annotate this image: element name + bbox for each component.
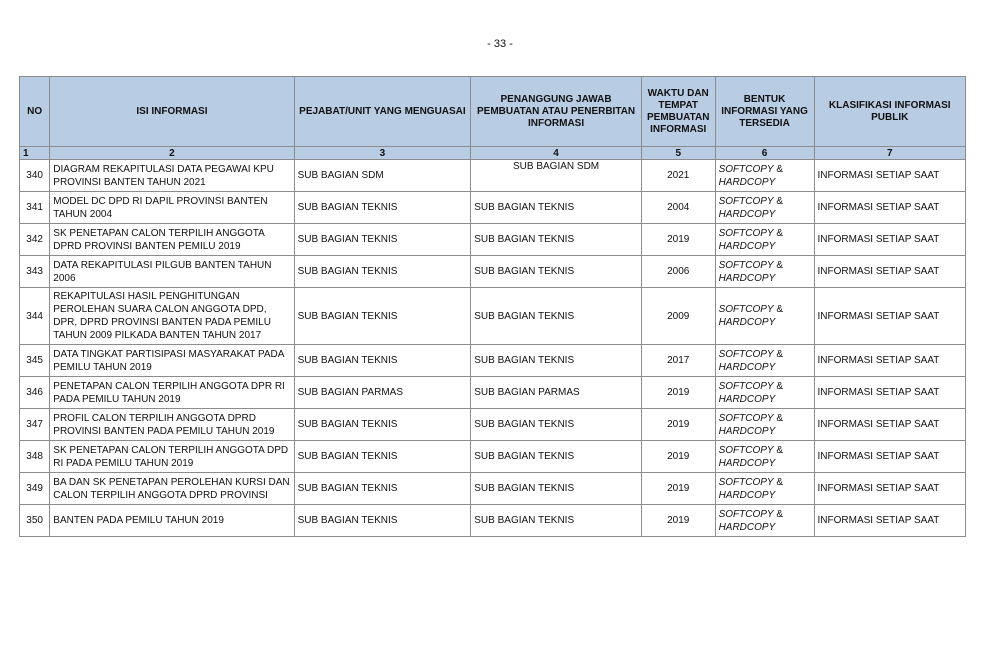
bentuk-cell [715,256,814,288]
pejabat-cell: SUB BAGIAN PARMAS [294,377,471,409]
isi-informasi-line: PEMILU TAHUN 2019 [53,361,152,373]
isi-informasi-cell [50,441,294,473]
hardcopy-label: HARDCOPY [718,489,776,501]
row-number: 349 [20,473,50,505]
isi-informasi-line: REKAPITULASI HASIL PENGHITUNGAN [53,291,240,302]
isi-informasi-line: PENETAPAN CALON TERPILIH ANGGOTA DPR RI [53,380,285,392]
bentuk-cell [715,377,814,409]
column-number: 4 [471,147,642,160]
column-number: 6 [715,147,814,160]
hardcopy-label: HARDCOPY [718,272,776,284]
row-number: 350 [20,505,50,537]
isi-informasi-line: TAHUN 2004 [53,208,113,220]
header-no: NO [20,77,50,147]
isi-informasi-line: DIAGRAM REKAPITULASI DATA PEGAWAI KPU [53,163,274,175]
row-number: 344 [20,288,50,345]
ampersand: & [773,304,784,315]
penanggung-jawab-cell: SUB BAGIAN TEKNIS [471,224,642,256]
table-row [20,288,966,345]
klasifikasi-cell: INFORMASI SETIAP SAAT [814,288,966,345]
softcopy-label: SOFTCOPY [718,476,774,488]
hardcopy-label: HARDCOPY [718,361,776,373]
hardcopy-label: HARDCOPY [718,393,776,405]
table-row [20,377,966,409]
bentuk-cell [715,224,814,256]
penanggung-jawab-cell: SUB BAGIAN TEKNIS [471,441,642,473]
hardcopy-label: HARDCOPY [718,176,776,188]
isi-informasi-line: SK PENETAPAN CALON TERPILIH ANGGOTA DPD [53,444,289,456]
header-isi-informasi: ISI INFORMASI [50,77,294,147]
isi-informasi-line: DATA REKAPITULASI PILGUB BANTEN TAHUN [53,259,272,271]
table-row [20,473,966,505]
row-number: 340 [20,160,50,192]
penanggung-jawab-cell: SUB BAGIAN TEKNIS [471,192,642,224]
pejabat-cell: SUB BAGIAN TEKNIS [294,224,471,256]
waktu-cell: 2004 [641,192,715,224]
row-number: 341 [20,192,50,224]
isi-informasi-cell [50,224,294,256]
bentuk-cell [715,473,814,505]
table-row [20,441,966,473]
bentuk-cell [715,288,814,345]
ampersand: & [773,444,784,456]
isi-informasi-line: BANTEN PADA PEMILU TAHUN 2019 [53,515,224,526]
column-number: 3 [294,147,471,160]
klasifikasi-cell: INFORMASI SETIAP SAAT [814,409,966,441]
isi-informasi-cell [50,473,294,505]
row-number: 348 [20,441,50,473]
table-row [20,192,966,224]
ampersand: & [773,227,784,239]
penanggung-jawab-cell: SUB BAGIAN PARMAS [471,377,642,409]
header-waktu: WAKTU DAN TEMPAT PEMBUATAN INFORMASI [641,77,715,147]
isi-informasi-line: CALON TERPILIH ANGGOTA DPRD PROVINSI [53,489,268,501]
isi-informasi-line: PADA PEMILU TAHUN 2019 [53,393,181,405]
row-number: 345 [20,345,50,377]
softcopy-label: SOFTCOPY [718,163,774,175]
softcopy-label: SOFTCOPY [718,195,774,207]
column-number: 5 [641,147,715,160]
ampersand: & [773,348,784,360]
table-row [20,256,966,288]
bentuk-cell [715,409,814,441]
bentuk-cell [715,505,814,537]
ampersand: & [773,259,784,271]
waktu-cell: 2019 [641,441,715,473]
isi-informasi-line: DPR, DPRD PROVINSI BANTEN PADA PEMILU [53,317,271,328]
softcopy-label: SOFTCOPY [718,444,774,456]
row-number: 343 [20,256,50,288]
isi-informasi-line: PROFIL CALON TERPILIH ANGGOTA DPRD [53,412,256,424]
row-number: 346 [20,377,50,409]
column-number: 2 [50,147,294,160]
pejabat-cell: SUB BAGIAN TEKNIS [294,473,471,505]
waktu-cell: 2019 [641,224,715,256]
penanggung-jawab-cell: SUB BAGIAN TEKNIS [471,473,642,505]
pejabat-cell: SUB BAGIAN TEKNIS [294,505,471,537]
penanggung-jawab-cell: SUB BAGIAN TEKNIS [471,345,642,377]
information-register-table [19,76,966,537]
pejabat-cell: SUB BAGIAN TEKNIS [294,409,471,441]
hardcopy-label: HARDCOPY [718,457,776,469]
softcopy-label: SOFTCOPY [718,259,774,271]
isi-informasi-line: RI PADA PEMILU TAHUN 2019 [53,457,194,469]
softcopy-label: SOFTCOPY [718,380,774,392]
row-number: 347 [20,409,50,441]
header-klasifikasi: KLASIFIKASI INFORMASI PUBLIK [814,77,966,147]
isi-informasi-line: PEROLEHAN SUARA CALON ANGGOTA DPD, [53,304,267,315]
penanggung-jawab-cell: SUB BAGIAN SDM [471,160,642,192]
penanggung-jawab-cell: SUB BAGIAN TEKNIS [471,288,642,345]
waktu-cell: 2019 [641,409,715,441]
header-penanggung-jawab: PENANGGUNG JAWAB PEMBUATAN ATAU PENERBITAN INFORMASI [471,77,642,147]
klasifikasi-cell: INFORMASI SETIAP SAAT [814,473,966,505]
ampersand: & [773,476,784,488]
isi-informasi-line: TAHUN 2009 PILKADA BANTEN TAHUN 2017 [53,330,262,341]
pejabat-cell: SUB BAGIAN TEKNIS [294,192,471,224]
ampersand: & [773,195,784,207]
hardcopy-label: HARDCOPY [718,208,776,220]
bentuk-cell [715,441,814,473]
isi-informasi-line: DPRD PROVINSI BANTEN PEMILU 2019 [53,240,241,252]
ampersand: & [773,380,784,392]
klasifikasi-cell: INFORMASI SETIAP SAAT [814,192,966,224]
isi-informasi-cell [50,505,294,537]
pejabat-cell: SUB BAGIAN TEKNIS [294,288,471,345]
hardcopy-label: HARDCOPY [718,521,776,533]
waktu-cell: 2017 [641,345,715,377]
table-row [20,345,966,377]
waktu-cell: 2009 [641,288,715,345]
table-row [20,505,966,537]
hardcopy-label: HARDCOPY [718,240,776,252]
isi-informasi-cell [50,377,294,409]
softcopy-label: SOFTCOPY [718,412,774,424]
isi-informasi-line: DATA TINGKAT PARTISIPASI MASYARAKAT PADA [53,348,285,360]
hardcopy-label: HARDCOPY [718,317,776,328]
column-number: 1 [20,147,50,160]
ampersand: & [773,412,784,424]
softcopy-label: SOFTCOPY [718,227,774,239]
klasifikasi-cell: INFORMASI SETIAP SAAT [814,256,966,288]
isi-informasi-cell [50,256,294,288]
bentuk-cell [715,192,814,224]
column-number-row [20,147,966,160]
softcopy-label: SOFTCOPY [718,508,774,520]
klasifikasi-cell: INFORMASI SETIAP SAAT [814,345,966,377]
row-number: 342 [20,224,50,256]
bentuk-cell [715,160,814,192]
isi-informasi-line: PROVINSI BANTEN PADA PEMILU TAHUN 2019 [53,425,275,437]
waktu-cell: 2019 [641,377,715,409]
ampersand: & [773,163,784,175]
header-pejabat: PEJABAT/UNIT YANG MENGUASAI [294,77,471,147]
waktu-cell: 2019 [641,473,715,505]
penanggung-jawab-cell: SUB BAGIAN TEKNIS [471,505,642,537]
klasifikasi-cell: INFORMASI SETIAP SAAT [814,441,966,473]
column-number: 7 [814,147,966,160]
klasifikasi-cell: INFORMASI SETIAP SAAT [814,505,966,537]
pejabat-cell: SUB BAGIAN TEKNIS [294,345,471,377]
header-bentuk: BENTUK INFORMASI YANG TERSEDIA [715,77,814,147]
isi-informasi-line: SK PENETAPAN CALON TERPILIH ANGGOTA [53,227,265,239]
page-number: - 33 - [487,38,513,50]
isi-informasi-cell [50,288,294,345]
waktu-cell: 2021 [641,160,715,192]
isi-informasi-cell [50,192,294,224]
softcopy-label: SOFTCOPY [718,304,774,315]
isi-informasi-line: 2006 [53,272,76,284]
isi-informasi-line: PROVINSI BANTEN TAHUN 2021 [53,176,206,188]
isi-informasi-cell [50,160,294,192]
pejabat-cell: SUB BAGIAN TEKNIS [294,256,471,288]
hardcopy-label: HARDCOPY [718,425,776,437]
table-row [20,409,966,441]
waktu-cell: 2019 [641,505,715,537]
isi-informasi-line: BA DAN SK PENETAPAN PEROLEHAN KURSI DAN [53,476,290,488]
pejabat-cell: SUB BAGIAN SDM [294,160,471,192]
isi-informasi-cell [50,345,294,377]
penanggung-jawab-cell: SUB BAGIAN TEKNIS [471,256,642,288]
header-row [20,77,966,147]
table-row [20,160,966,192]
isi-informasi-line: MODEL DC DPD RI DAPIL PROVINSI BANTEN [53,195,268,207]
table-row [20,224,966,256]
klasifikasi-cell: INFORMASI SETIAP SAAT [814,224,966,256]
softcopy-label: SOFTCOPY [718,348,774,360]
penanggung-jawab-cell: SUB BAGIAN TEKNIS [471,409,642,441]
waktu-cell: 2006 [641,256,715,288]
isi-informasi-cell [50,409,294,441]
klasifikasi-cell: INFORMASI SETIAP SAAT [814,377,966,409]
ampersand: & [773,508,784,520]
bentuk-cell [715,345,814,377]
pejabat-cell: SUB BAGIAN TEKNIS [294,441,471,473]
klasifikasi-cell: INFORMASI SETIAP SAAT [814,160,966,192]
